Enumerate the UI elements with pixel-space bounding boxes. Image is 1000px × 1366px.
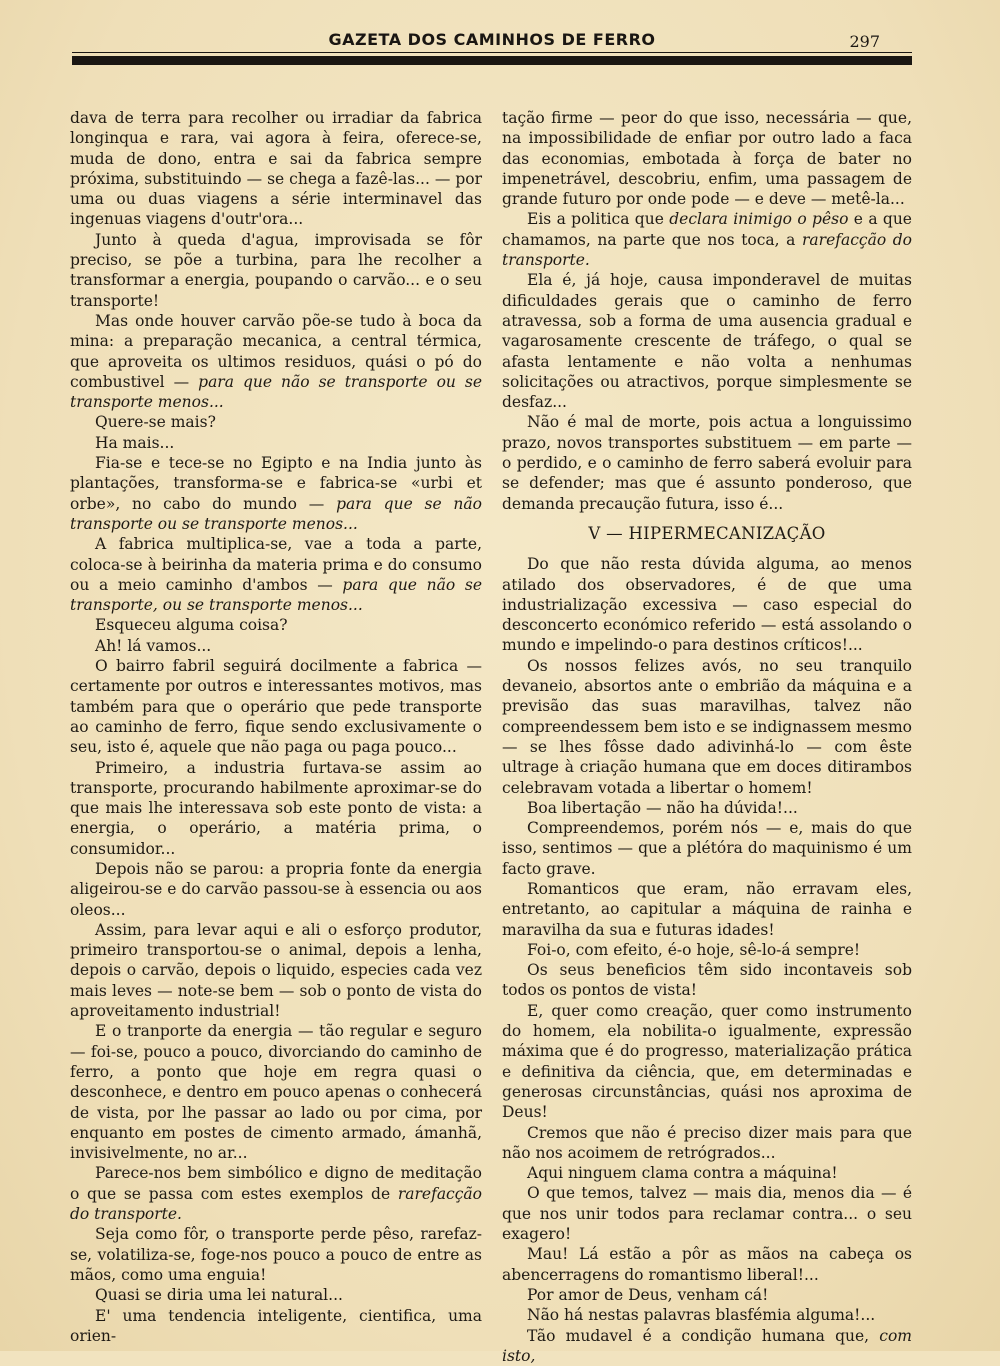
text-run: A fabrica multiplica-se, vae a toda a parte, coloca-se à beirinha da materia prima e do consumo ou a meio caminho d'ambos — — [70, 535, 482, 594]
text-run: Mau! Lá estão a pôr as mãos na cabeça os abencerragens do romantismo liberal!... — [502, 1245, 912, 1284]
page-number: 297 — [849, 32, 880, 51]
text-run: Ela é, já hoje, causa imponderavel de muitas dificuldades gerais que o caminho de ferro atravessa, sob a forma de uma ausencia gradual e vagarosamente crescente de tráfego, o qual se afasta lentamente e não volta a nenhumas solicitações ou atractivos, porque simplesmente se desfaz... — [502, 271, 912, 412]
paragraph — [502, 270, 912, 412]
paragraph — [70, 1306, 482, 1347]
paragraph — [70, 920, 482, 1021]
text-run: O bairro fabril seguirá docilmente a fabrica — certamente por outros e interessantes motivos, mas também para que o operário que pede transporte ao caminho de ferro, fique sendo exclusivamente o seu, isto é, aquele que não paga ou paga pouco... — [70, 657, 482, 757]
paragraph — [70, 433, 482, 453]
text-run: Os nossos felizes avós, no seu tranquilo devaneio, absortos ante o embrião da máquina e a previsão das suas maravilhas, talvez não compreendessem bem isto e se indignassem mesmo — se lhes fôsse dado adivinhá-lo — com êste ultrage à criação humana que em doces ditirambos celebravam votada a libertar o homem! — [502, 656, 912, 797]
paragraph — [502, 209, 912, 270]
text-run: Por amor de Deus, venham cá! — [527, 1285, 769, 1304]
paragraph — [502, 960, 912, 1001]
text-run: E' uma tendencia inteligente, cientifica, uma orien- — [70, 1306, 482, 1345]
text-run: Foi-o, com efeito, é-o hoje, sê-lo-á sempre! — [527, 940, 861, 959]
text-run: Não há nestas palavras blasfémia alguma!... — [527, 1306, 876, 1325]
text-run: Tão mudavel é a condição humana que, — [527, 1326, 880, 1345]
paragraph — [502, 412, 912, 513]
text-run: Os seus beneficios têm sido incontaveis sob todos os pontos de vista! — [502, 961, 912, 1000]
italic-text: declara inimigo o pêso — [669, 210, 849, 229]
text-run: Junto à queda d'agua, improvisada se fôr preciso, se põe a turbina, para lhe recolher a transformar a energia, poupando o carvão... e o seu transporte! — [70, 230, 482, 310]
paragraph — [70, 656, 482, 757]
paragraph — [502, 1285, 912, 1305]
text-run: Ah! lá vamos... — [95, 636, 212, 655]
left-column — [70, 108, 482, 1346]
italic-text: com isto, — [502, 1326, 912, 1365]
text-run: Do que não resta dúvida alguma, ao menos atilado dos observadores, é de que uma industrialização excessiva — caso especial do desconcerto económico referido — está assolando o mundo e impelindo-o para destinos críticos!... — [502, 555, 912, 655]
text-run: Primeiro, a industria furtava-se assim ao transporte, procurando habilmente aproximar-se do que mais lhe interessava sob este ponto de vista: a energia, o operário, a matéria prima, o consumidor... — [70, 758, 482, 858]
section-heading: V — HIPERMECANIZAÇÃO — [588, 523, 826, 543]
text-run: Fia-se e tece-se no Egipto e na India junto às plantações, transforma-se e fabrica-se «urbi et orbe», no cabo do mundo — — [70, 454, 482, 513]
paragraph — [70, 1163, 482, 1224]
paragraph — [70, 453, 482, 534]
text-run: Eis a politica que — [527, 210, 670, 229]
paragraph — [502, 1183, 912, 1244]
paragraph — [502, 818, 912, 879]
paragraph — [502, 1123, 912, 1164]
publication-title: GAZETA DOS CAMINHOS DE FERRO — [328, 30, 656, 49]
text-run: Boa libertação — não ha dúvida!... — [527, 798, 798, 817]
text-run: Parece-nos bem simbólico e digno de meditação o que se passa com estes exemplos de — [70, 1164, 482, 1203]
italic-text: rarefacção do transporte. — [502, 230, 912, 270]
italic-text: para que não se transporte, ou se transporte menos... — [70, 575, 482, 615]
paragraph — [502, 1326, 912, 1366]
paragraph — [502, 1001, 912, 1123]
paragraph — [70, 311, 482, 412]
text-run: Romanticos que eram, não erravam eles, entretanto, ao capitular a máquina de rainha e maravilha da sua e futuras idades! — [502, 879, 912, 939]
paragraph — [70, 1021, 482, 1163]
text-run: Seja como fôr, o transporte perde pêso, rarefaz-se, volatiliza-se, foge-nos pouco a pouco de entre as mãos, como uma enguia! — [70, 1225, 482, 1284]
paragraph — [502, 1163, 912, 1183]
paragraph — [70, 859, 482, 920]
italic-text: rarefacção do transporte. — [70, 1184, 482, 1224]
paragraph — [502, 798, 912, 818]
text-run: Mas onde houver carvão põe-se tudo à boca da mina: a preparação mecanica, a central térmica, que aproveita os ultimos residuos, quási o pó do combustivel — — [70, 311, 482, 391]
text-run: e a que chamamos, na parte que nos toca, a — [502, 210, 912, 249]
paragraph — [70, 108, 482, 230]
text-run: Assim, para levar aqui e ali o esforço produtor, primeiro transportou-se o animal, depois a lenha, depois o carvão, depois o liquido, especies cada vez mais leves — note-se bem — sob o ponto de vista do aproveitamento industrial! — [70, 920, 482, 1021]
text-run: E, quer como creação, quer como instrumento do homem, ela nobilita-o igualmente, expressão máxima que é do progresso, materialização prática e definitiva da ciência, que, em determinadas e generosas circunstâncias, quási nos aproxima de Deus! — [502, 1001, 912, 1122]
text-run: Aqui ninguem clama contra a máquina! — [527, 1164, 838, 1183]
paragraph — [70, 636, 482, 656]
paragraph — [502, 108, 912, 209]
text-run: O que temos, talvez — mais dia, menos dia — é que nos unir todos para reclamar contra... o seu exagero! — [502, 1184, 912, 1244]
paragraph — [70, 412, 482, 432]
paragraph — [502, 940, 912, 960]
text-run: Não é mal de morte, pois actua a longuissimo prazo, novos transportes substituem — em parte — o perdido, e o caminho de ferro saberá evoluir para se defender; mas que é assunto ponderoso, que demanda precaução futura, isso é... — [502, 413, 912, 513]
text-run: Depois não se parou: a propria fonte da energia aligeirou-se e do carvão passou-se à essencia ou aos oleos... — [70, 859, 482, 919]
paragraph — [502, 879, 912, 940]
text-run: E o tranporte da energia — tão regular e seguro — foi-se, pouco a pouco, divorciando do caminho de ferro, a ponto que hoje em regra quasi o desconhece, e dentro em pouco apenas o conhecerá de vista, por lhe passar ao lado ou por cima, por enquanto em postes de cimento armado, ámanhã, invisivelmente, no ar... — [70, 1022, 482, 1163]
paragraph — [502, 1305, 912, 1325]
right-column — [502, 108, 912, 1366]
italic-text: para que se não transporte ou se transporte menos... — [70, 494, 482, 533]
paragraph — [502, 1244, 912, 1285]
header-rule — [72, 56, 912, 65]
text-run: Esqueceu alguma coisa? — [95, 616, 288, 635]
text-run: Ha mais... — [95, 433, 175, 452]
paragraph — [70, 615, 482, 635]
paragraph — [70, 230, 482, 311]
paragraph — [502, 656, 912, 798]
paragraph — [70, 1285, 482, 1305]
text-run: Cremos que não é preciso dizer mais para que não nos acoimem de retrógrados... — [502, 1123, 912, 1162]
text-run: tação firme — peor do que isso, necessária — que, na impossibilidade de enfiar por outro lado a faca das economias, embotada à força de bater no impenetrável, descobriu, enfim, uma passagem de grande futuro por onde pode — e deve — metê-la... — [502, 109, 912, 209]
paragraph — [70, 534, 482, 615]
text-run: dava de terra para recolher ou irradiar da fabrica longinqua e rara, vai agora à feira, oferece-se, muda de dono, entra e sai da fabrica sempre próxima, substituindo — se chega a fazê-las... — por uma ou duas viagens a série interminavel das ingenuas viagens d'outr'ora... — [70, 109, 482, 229]
paragraph — [70, 758, 482, 859]
text-run: Quasi se diria uma lei natural... — [95, 1286, 343, 1305]
italic-text: para que não se transporte ou se transporte menos... — [70, 372, 482, 412]
text-run: Quere-se mais? — [95, 413, 216, 432]
text-run: Compreendemos, porém nós — e, mais do que isso, sentimos — que a plétóra do maquinismo é um facto grave. — [502, 819, 912, 878]
page-header — [72, 28, 912, 52]
paragraph — [502, 554, 912, 655]
paragraph — [70, 1224, 482, 1285]
